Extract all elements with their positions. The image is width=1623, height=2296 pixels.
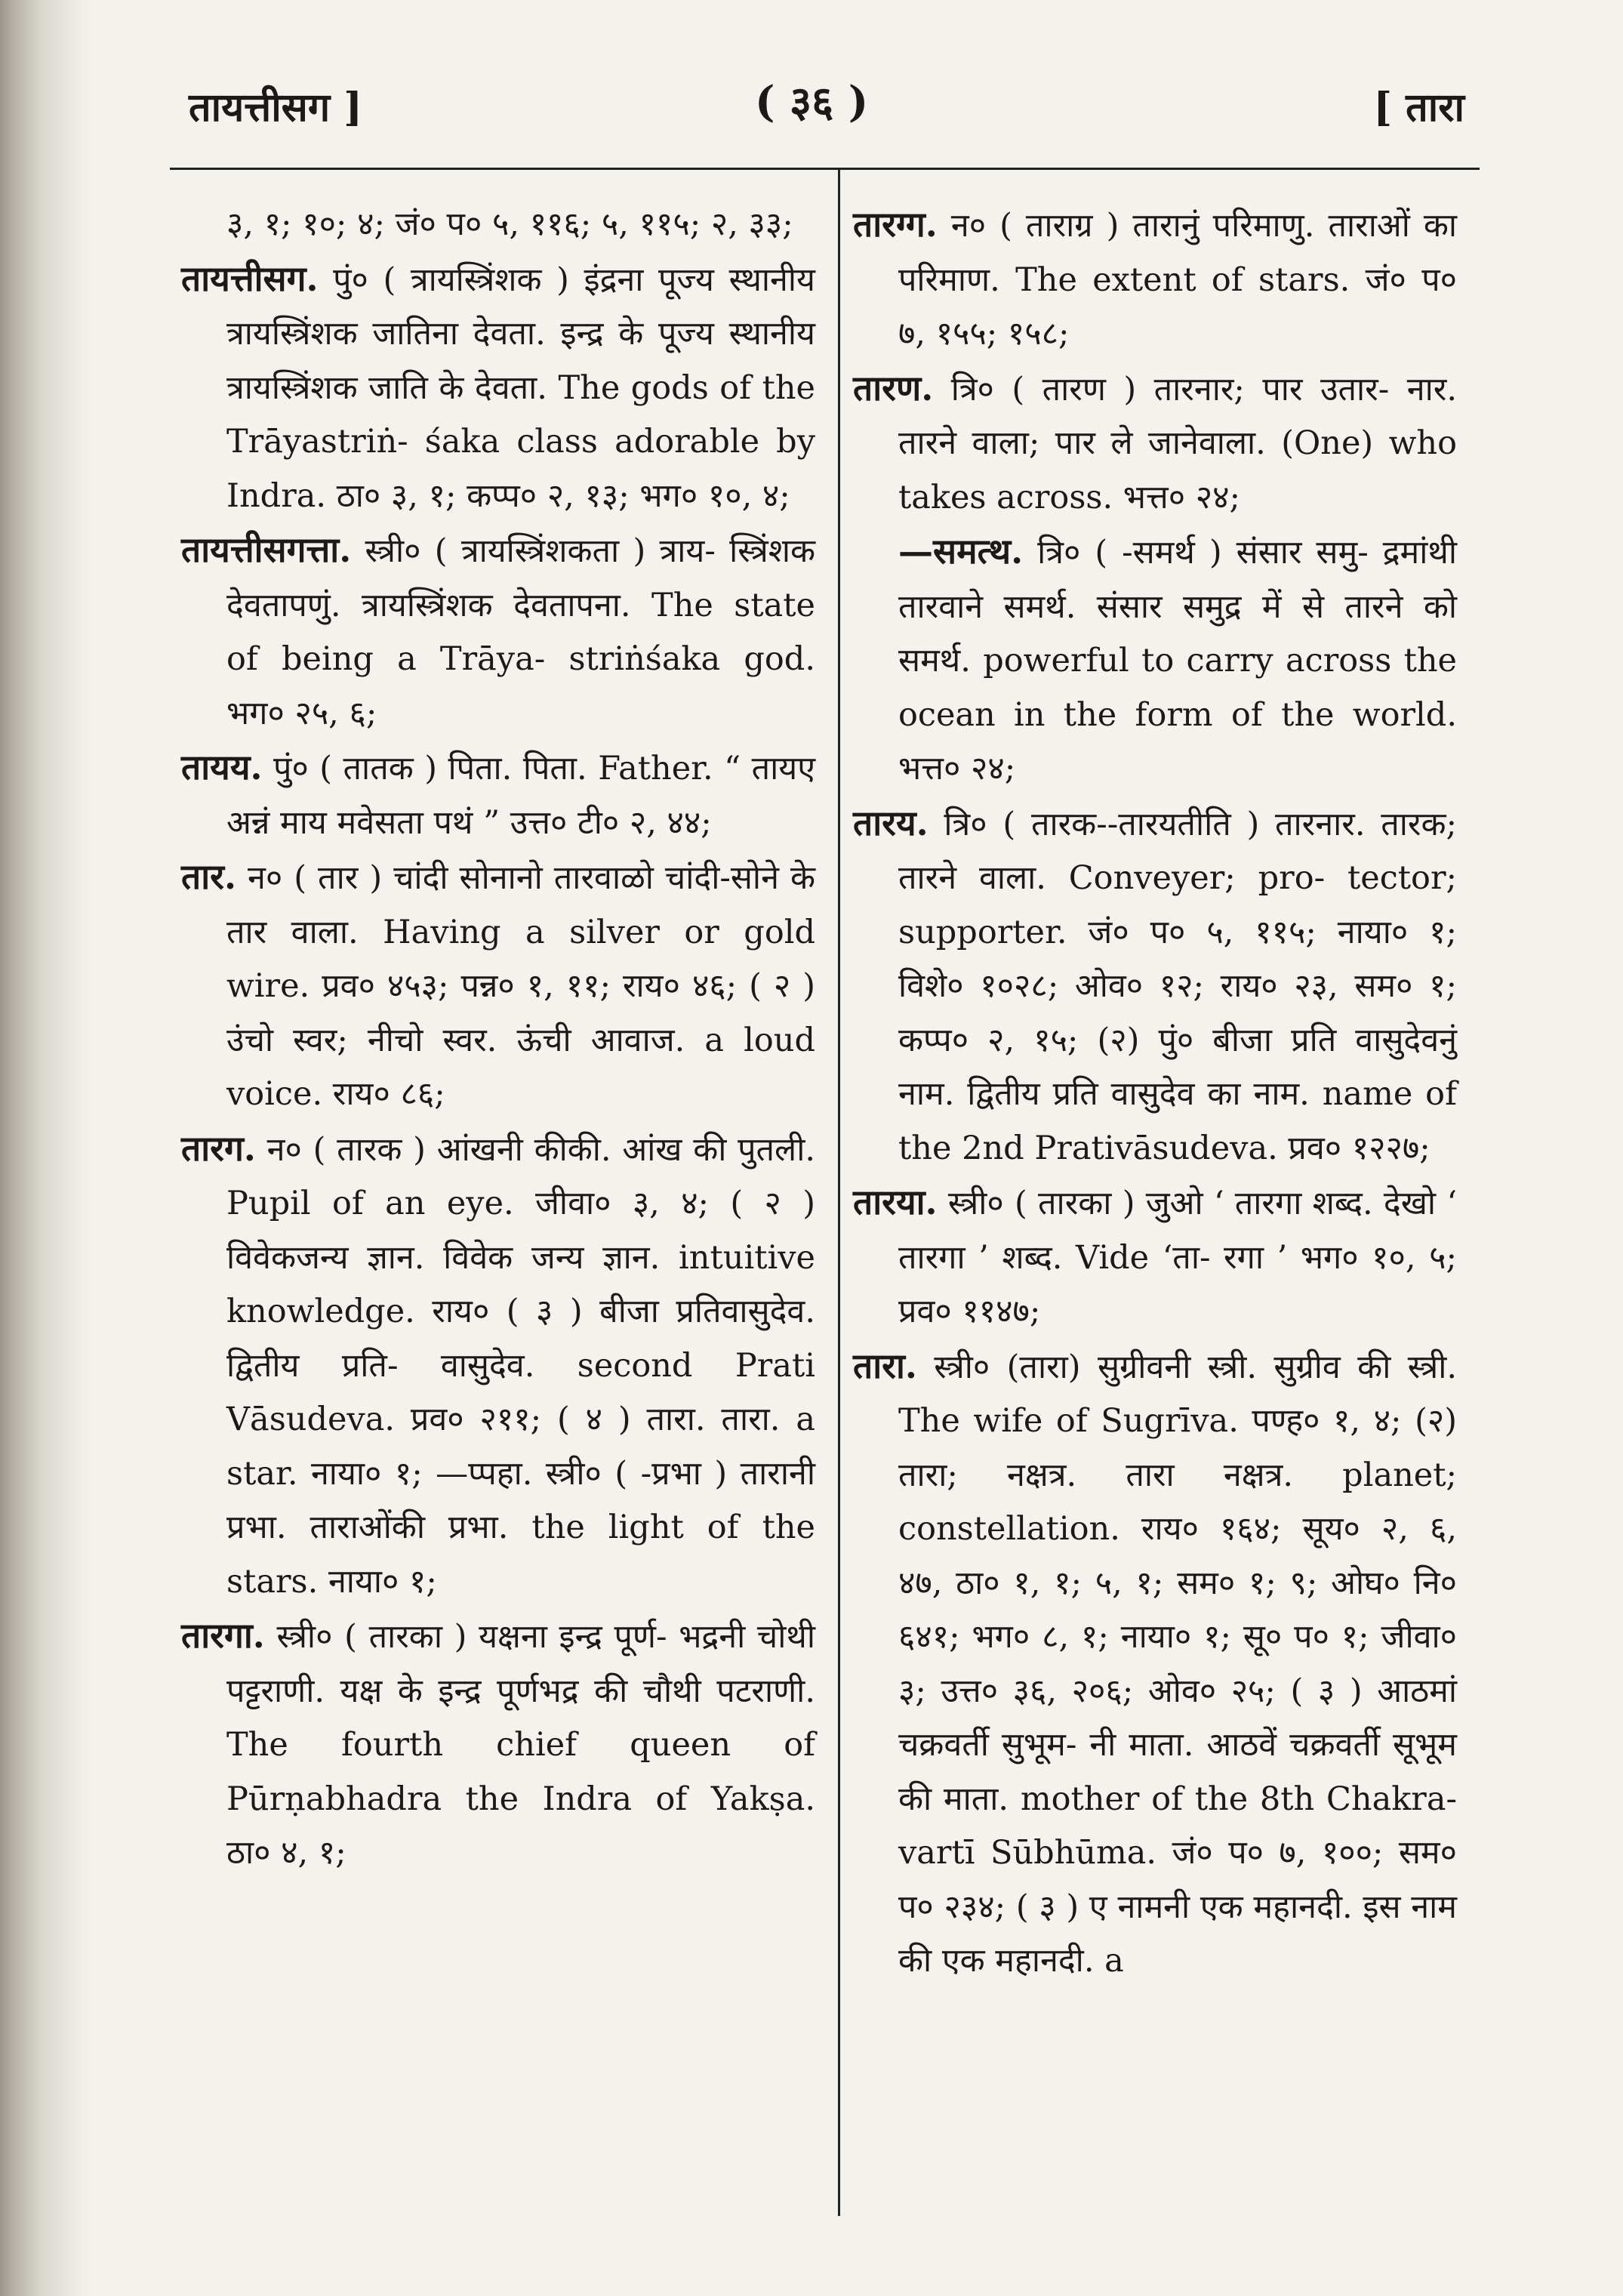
page-header: [174, 60, 1472, 136]
dictionary-entry: [181, 198, 815, 252]
entry-definition: त्रि० ( -समर्थ ) संसार समु- द्रमांथी तारवाने समर्थ. संसार समुद्र में से तारने को समर्थ. powerful to carry across the ocean in the form of the world. भत्त० २४;: [898, 534, 1458, 787]
entry-headword: तार.: [181, 856, 236, 897]
dictionary-entry: [181, 1609, 815, 1881]
entry-definition: त्रि० ( तारक--तारयतीति ) तारनार. तारक; तारने वाला. Conveyer; pro- tector; supporter. जं० प० ५, ११५; नाया० १; विशे० १०२८; ओव० १२; राय० २३, सम० १; कप्प० २, १५; (२) पुं० बीजा प्रति वासुदेवनुं नाम. द्वितीय प्रति वासुदेव का नाम. name of the 2nd Prativāsudeva. प्रव० १२२७;: [898, 805, 1457, 1167]
entry-headword: —समत्थ.: [898, 531, 1024, 572]
entry-definition: त्रि० ( तारण ) तारनार; पार उतार- नार. तारने वाला; पार ले जानेवाला. (One) who takes across. भत्त० २४;: [898, 370, 1457, 516]
entry-definition: स्त्री० (तारा) सुग्रीवनी स्त्री. सुग्रीव की स्त्री. The wife of Sugrīva. पण्ह० १, ४; (२) तारा; नक्षत्र. तारा नक्षत्र. planet; constellation. राय० १६४; सूय० २, ६, ४७, ठा० १, १; ५, १; सम० १; ९; ओघ० नि० ६४१; भग० ८, १; नाया० १; सू० प० १; जीवा० ३; उत्त० ३६, २०६; ओव० २५; ( ३ ) आठमां चक्रवर्ती सुभूम- नी माता. आठवें चक्रवर्ती सूभूम की माता. mother of the 8th Chakra- vartī Sūbhūma. जं० प० ७, १००; सम० प० २३४; ( ३ ) ए नामनी एक महानदी. इस नाम की एक महानदी. a: [898, 1348, 1457, 1980]
dictionary-entry: [853, 797, 1457, 1176]
page-number: ( ३६ ): [755, 77, 869, 127]
entry-definition: स्त्री० ( तारका ) जुओ ‘ तारगा शब्द. देखो ‘ तारगा ’ शब्द. Vide ‘ता- रगा ’ भग० १०, ५; प्रव० ११४७;: [898, 1185, 1457, 1330]
dictionary-entry: [853, 1176, 1457, 1339]
dictionary-entry: [853, 525, 1457, 797]
entry-headword: तायय.: [181, 747, 263, 787]
entry-headword: तारा.: [853, 1345, 917, 1386]
left-column: [181, 198, 815, 1881]
page-spine-shadow: [0, 0, 91, 2296]
entry-headword: तारग्ग.: [853, 204, 938, 245]
dictionary-entry: [181, 523, 815, 741]
column-divider: [838, 170, 840, 2216]
entry-headword: तारय.: [853, 802, 929, 843]
dictionary-entry: [853, 1339, 1457, 1989]
dictionary-entry: [181, 1122, 815, 1610]
entry-definition: न० ( तारक ) आंखनी कीकी. आंख की पुतली. Pupil of an eye. जीवा० ३, ४; ( २ ) विवेकजन्य ज्ञान. विवेक जन्य ज्ञान. intuitive knowledge. राय० ( ३ ) बीजा प्रतिवासुदेव. द्वितीय प्रति- वासुदेव. second Prati Vāsudeva. प्रव० २११; ( ४ ) तारा. तारा. a star. नाया० १; —प्पहा. स्त्री० ( -प्रभा ) तारानी प्रभा. ताराओंकी प्रभा. the light of the stars. नाया० १;: [226, 1130, 816, 1601]
dictionary-entry: [853, 198, 1457, 362]
entry-definition: स्त्री० ( तारका ) यक्षना इन्द्र पूर्ण- भद्रनी चोथी पट्टराणी. यक्ष के इन्द्र पूर्णभद्र की चौथी पटराणी. The fourth chief queen of Pūrṇabhadra the Indra of Yakṣa. ठा० ४, १;: [226, 1618, 815, 1872]
header-right-guide-word: [ तारा: [1373, 85, 1464, 131]
entry-definition: स्त्री० ( त्रायस्त्रिंशकता ) त्राय- स्त्रिंशक देवतापणुं. त्रायस्त्रिंशक देवतापना. The state of being a Trāya- striṅśaka god. भग० २५, ६;: [226, 532, 816, 732]
dictionary-entry: [181, 850, 815, 1122]
entry-headword: तारग.: [181, 1127, 256, 1169]
right-column: [853, 198, 1457, 1989]
header-rule: [170, 168, 1480, 170]
entry-headword: तारगा.: [181, 1615, 265, 1656]
entry-definition: न० ( ताराग्र ) तारानुं परिमाणु. ताराओं का परिमाण. The extent of stars. जं० प० ७, १५५; १५८;: [898, 207, 1457, 353]
dictionary-entry: [181, 741, 815, 850]
entry-definition: पुं० ( तातक ) पिता. पिता. Father. “ तायए अन्नं माय मवेसता पथं ” उत्त० टी० २, ४४;: [226, 750, 815, 842]
entry-headword: तारया.: [853, 1182, 938, 1222]
entry-headword: तारण.: [853, 367, 934, 408]
header-left-guide-word: तायत्तीसग ]: [189, 85, 362, 131]
entry-definition: पुं० ( त्रायस्त्रिंशक ) इंद्रना पूज्य स्थानीय त्रायस्त्रिंशक जातिना देवता. इन्द्र के पूज्य स्थानीय त्रायस्त्रिंशक जाति के देवता. The gods of the Trāyastriṅ- śaka class adorable by Indra. ठा० ३, १; कप्प० २, १३; भग० १०, ४;: [226, 260, 815, 515]
entry-definition: ३, १; १०; ४; जं० प० ५, ११६; ५, ११५; २, ३३;: [226, 205, 793, 243]
entry-definition: न० ( तार ) चांदी सोनानो तारवाळो चांदी-सोने के तार वाला. Having a silver or gold wire. प्रव० ४५३; पन्न० १, ११; राय० ४६; ( २ ) उंचो स्वर; नीचो स्वर. ऊंची आवाज. a loud voice. राय० ८६;: [226, 859, 815, 1113]
entry-headword: तायत्तीसगत्ता.: [181, 529, 352, 570]
dictionary-entry: [181, 252, 815, 524]
dictionary-entry: [853, 362, 1457, 525]
entry-headword: तायत्तीसग.: [181, 257, 319, 299]
